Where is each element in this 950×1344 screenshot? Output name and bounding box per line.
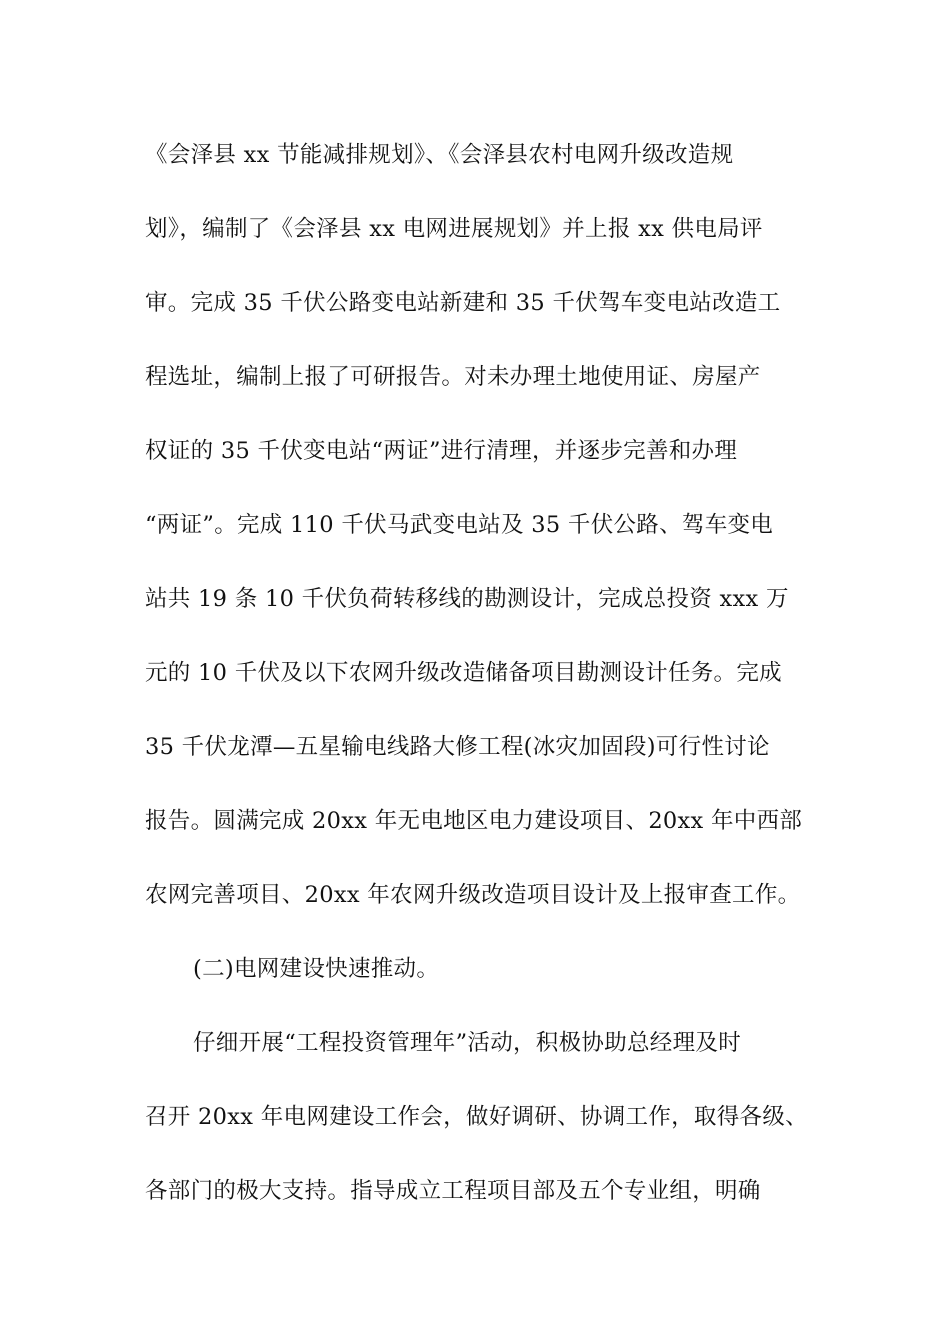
text-line: 审。完成 35 千伏公路变电站新建和 35 千伏驾车变电站改造工 <box>145 290 781 316</box>
text-line: 各部门的极大支持。指导成立工程项目部及五个专业组，明确 <box>145 1178 761 1204</box>
text-line: 报告。圆满完成 20xx 年无电地区电力建设项目、20xx 年中西部 <box>145 808 803 834</box>
text-line: 农网完善项目、20xx 年农网升级改造项目设计及上报审查工作。 <box>145 882 801 908</box>
text-line: 权证的 35 千伏变电站“两证”进行清理，并逐步完善和办理 <box>145 438 738 464</box>
section-heading: (二)电网建设快速推动。 <box>193 956 440 982</box>
text-line: 《会泽县 xx 节能减排规划》、《会泽县农村电网升级改造规 <box>145 142 734 168</box>
text-line: 召开 20xx 年电网建设工作会，做好调研、协调工作，取得各级、 <box>145 1104 808 1130</box>
text-line: 站共 19 条 10 千伏负荷转移线的勘测设计，完成总投资 xxx 万 <box>145 586 789 612</box>
text-line: 程选址，编制上报了可研报告。对未办理土地使用证、房屋产 <box>145 364 761 390</box>
text-line: 仔细开展“工程投资管理年”活动，积极协助总经理及时 <box>193 1030 742 1056</box>
text-line: 35 千伏龙潭—五星输电线路大修工程(冰灾加固段)可行性讨论 <box>145 734 770 760</box>
text-line: “两证”。完成 110 千伏马武变电站及 35 千伏公路、驾车变电 <box>145 512 774 538</box>
text-line: 元的 10 千伏及以下农网升级改造储备项目勘测设计任务。完成 <box>145 660 782 686</box>
text-line: 划》，编制了《会泽县 xx 电网进展规划》并上报 xx 供电局评 <box>145 216 763 242</box>
